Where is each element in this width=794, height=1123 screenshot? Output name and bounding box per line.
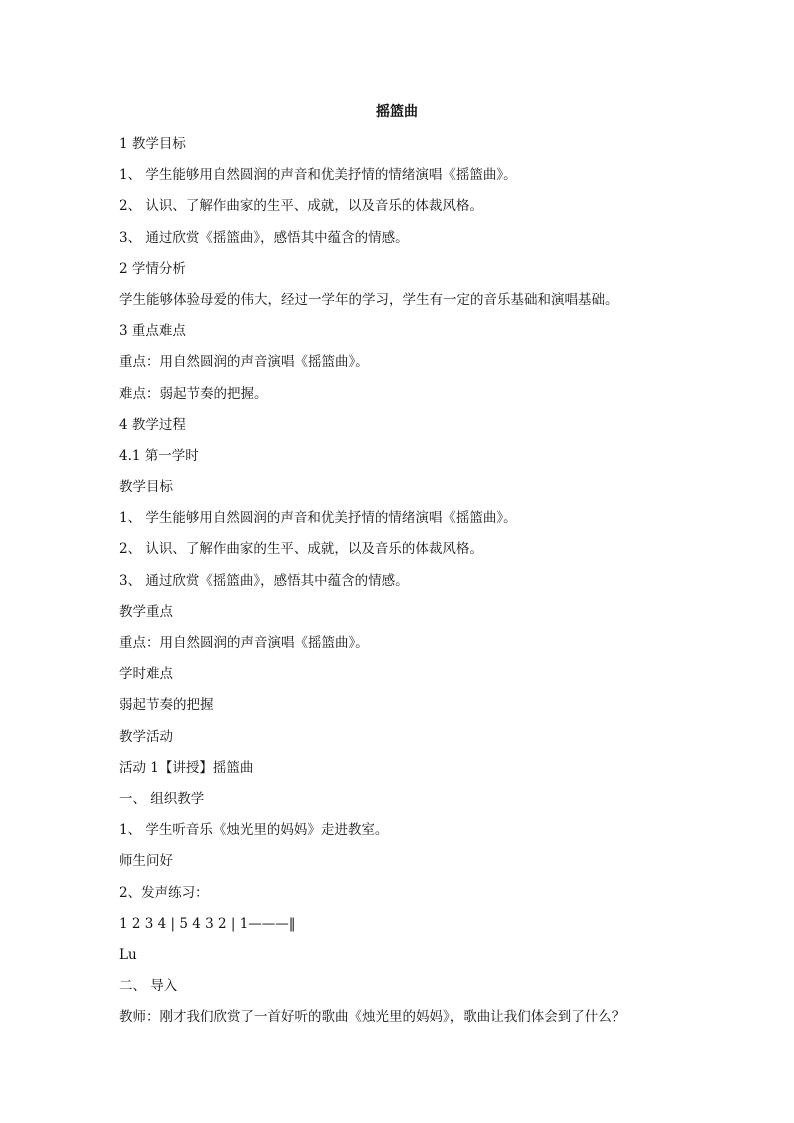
subheading: 教学目标	[119, 479, 173, 496]
paragraph-line: 3、 通过欣赏《摇篮曲》，感悟其中蕴含的情感。	[119, 229, 409, 246]
paragraph-line: 重点：用自然圆润的声音演唱《摇篮曲》。	[119, 354, 369, 371]
subheading: 学时难点	[119, 666, 173, 683]
paragraph-line: 师生问好	[119, 853, 173, 870]
paragraph-line: 3、 通过欣赏《摇篮曲》，感悟其中蕴含的情感。	[119, 572, 409, 589]
paragraph-line: 2、发声练习：	[119, 884, 209, 901]
paragraph-line: 教师：刚才我们欣赏了一首好听的歌曲《烛光里的妈妈》，歌曲让我们体会到了什么？	[119, 1009, 626, 1026]
paragraph-line: 1、 学生能够用自然圆润的声音和优美抒情的情绪演唱《摇篮曲》。	[119, 510, 517, 527]
activity-heading: 活动 1【讲授】摇篮曲	[119, 759, 254, 776]
section-heading: 1 教学目标	[119, 136, 186, 152]
document-body	[119, 131, 679, 1035]
section-heading: 3 重点难点	[119, 323, 186, 340]
notation-line: 1 2 3 4 | 5 4 3 2 | 1———‖	[119, 915, 296, 932]
paragraph-line: 一、 组织教学	[119, 790, 205, 807]
paragraph-line: 二、 导入	[119, 978, 178, 995]
document-title: 摇篮曲	[376, 104, 418, 120]
paragraph-line: 1、 学生听音乐《烛光里的妈妈》走进教室。	[119, 822, 389, 839]
subheading: 教学重点	[119, 603, 173, 620]
subsection-heading: 4.1 第一学时	[119, 447, 199, 464]
paragraph-line: Lu	[119, 946, 137, 963]
paragraph-line: 学生能够体验母爱的伟大，经过一学年的学习，学生有一定的音乐基础和演唱基础。	[119, 291, 619, 308]
paragraph-line: 2、 认识、了解作曲家的生平、成就，以及音乐的体裁风格。	[119, 198, 483, 215]
section-heading: 4 教学过程	[119, 416, 186, 433]
paragraph-line: 弱起节奏的把握	[119, 697, 214, 714]
paragraph-line: 重点：用自然圆润的声音演唱《摇篮曲》。	[119, 635, 369, 651]
paragraph-line: 2、 认识、了解作曲家的生平、成就，以及音乐的体裁风格。	[119, 541, 483, 558]
paragraph-line: 1、 学生能够用自然圆润的声音和优美抒情的情绪演唱《摇篮曲》。	[119, 167, 517, 184]
subheading: 教学活动	[119, 728, 173, 745]
section-heading: 2 学情分析	[119, 260, 186, 277]
paragraph-line: 难点：弱起节奏的把握。	[119, 385, 268, 402]
